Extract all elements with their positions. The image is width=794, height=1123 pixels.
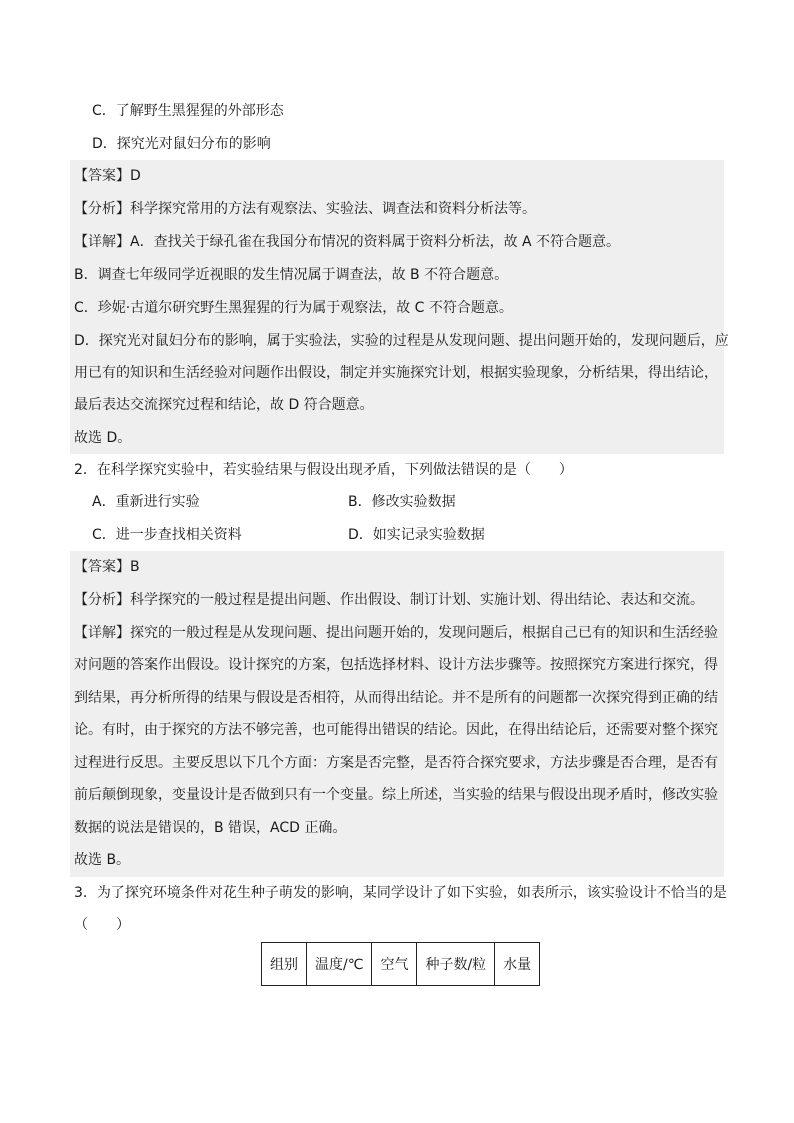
q2-detail-line: 数据的说法是错误的，B 错误，ACD 正确。	[74, 820, 347, 836]
q1-option-d: D．探究光对鼠妇分布的影响	[92, 136, 271, 152]
q1-detail-line: D．探究光对鼠妇分布的影响，属于实验法，实验的过程是从发现问题、提出问题开始的，发现问题后，应	[74, 333, 729, 349]
q2-option-c: C．进一步查找相关资料	[92, 527, 242, 543]
q2-detail-line: 故选 B。	[74, 852, 131, 868]
q2-answer: 【答案】B	[74, 559, 140, 575]
q3-question-bracket: （ ）	[74, 917, 130, 933]
q2-option-d: D．如实记录实验数据	[348, 527, 485, 543]
q2-detail-line: 对问题的答案作出假设。设计探究的方案，包括选择材料、设计方法步骤等。按照探究方案进行探究，得	[74, 657, 718, 673]
q2-detail-line: 过程进行反思。主要反思以下几个方面：方案是否完整，是否符合探究要求，方法步骤是否合理，是否有	[74, 755, 718, 771]
q1-detail-line: 【详解】A．查找关于绿孔雀在我国分布情况的资料属于资料分析法，故 A 不符合题意。	[74, 234, 621, 250]
q2-detail-line: 【详解】探究的一般过程是从发现问题、提出问题开始的，发现问题后，根据自己已有的知识和生活经验	[74, 625, 718, 641]
q1-analysis: 【分析】科学探究常用的方法有观察法、实验法、调查法和资料分析法等。	[74, 201, 536, 217]
q1-option-c: C．了解野生黑猩猩的外部形态	[92, 103, 284, 119]
q1-detail-line: C．珍妮·古道尔研究野生黑猩猩的行为属于观察法，故 C 不符合题意。	[74, 300, 513, 316]
q2-question: 2．在科学探究实验中，若实验结果与假设出现矛盾，下列做法错误的是（ ）	[74, 462, 573, 478]
q2-analysis: 【分析】科学探究的一般过程是提出问题、作出假设、制订计划、实施计划、得出结论、表达和交流。	[74, 592, 704, 608]
table-header-cell: 温度/℃	[307, 943, 372, 986]
table-header-cell: 空气	[372, 943, 417, 986]
q3-question: 3．为了探究环境条件对花生种子萌发的影响，某同学设计了如下实验，如表所示，该实验设计不恰当的是	[74, 885, 727, 901]
q1-answer: 【答案】D	[74, 168, 141, 184]
table-header-cell: 水量	[495, 943, 540, 986]
q2-detail-line: 到结果，再分析所得的结果与假设是否相符，从而得出结论。并不是所有的问题都一次探究得到正确的结	[74, 690, 718, 706]
q1-detail-line: 用已有的知识和生活经验对问题作出假设，制定并实施探究计划，根据实验现象，分析结果，得出结论，	[74, 365, 718, 381]
q1-detail-line: 故选 D。	[74, 430, 132, 446]
table-header-cell: 种子数/粒	[417, 943, 495, 986]
q2-option-a: A．重新进行实验	[92, 494, 200, 510]
q1-detail-line: 最后表达交流探究过程和结论，故 D 符合题意。	[74, 397, 374, 413]
q3-experiment-table	[261, 942, 540, 986]
q1-detail-line: B．调查七年级同学近视眼的发生情况属于调查法，故 B 不符合题意。	[74, 267, 509, 283]
table-header-cell: 组别	[262, 943, 307, 986]
q2-detail-line: 论。有时，由于探究的方法不够完善，也可能得出错误的结论。因此，在得出结论后，还需要对整个探究	[74, 722, 718, 738]
q2-detail-line: 前后颠倒现象，变量设计是否做到只有一个变量。综上所述，当实验的结果与假设出现矛盾时，修改实验	[74, 787, 718, 803]
q2-option-b: B．修改实验数据	[348, 494, 456, 510]
table-header-row	[262, 943, 540, 986]
